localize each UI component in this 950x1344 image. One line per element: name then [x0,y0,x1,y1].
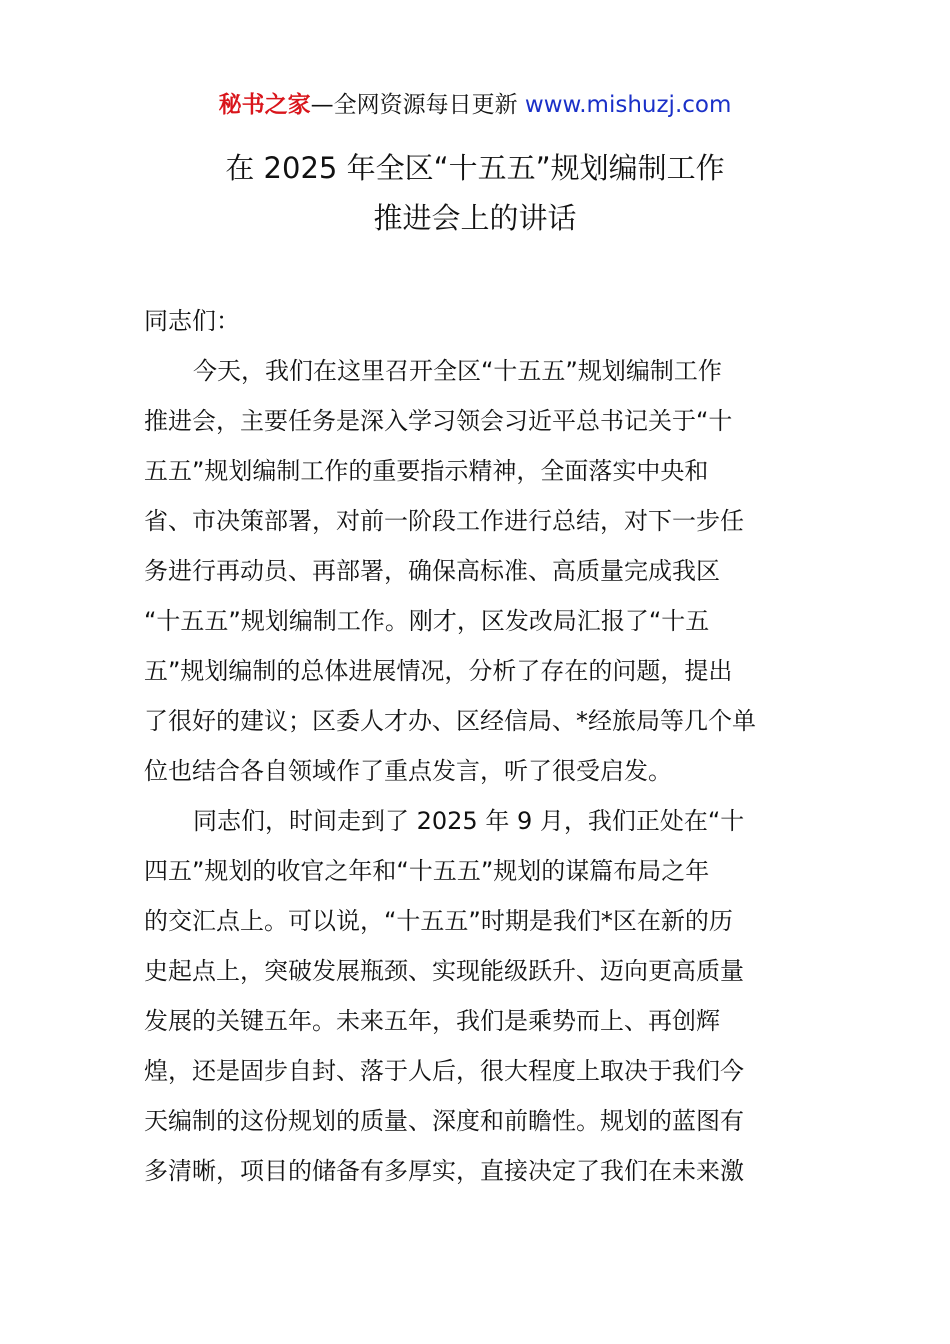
paragraph-line: 煌，还是固步自封、落于人后，很大程度上取决于我们今 [144,1057,744,1085]
paragraph-line: 今天，我们在这里召开全区“十五五”规划编制工作 [193,357,722,385]
paragraph-line: 发展的关键五年。未来五年，我们是乘势而上、再创辉 [144,1007,720,1035]
document-title-line-2: 推进会上的讲话 [373,201,577,235]
paragraph-line: 天编制的这份规划的质量、深度和前瞻性。规划的蓝图有 [144,1107,744,1135]
paragraph-line: 的交汇点上。可以说，“十五五”时期是我们*区在新的历 [144,907,733,935]
site-url-link[interactable]: www.mishuzj.com [524,92,732,118]
speech-body [144,296,806,1196]
paragraph-line: “十五五”规划编制工作。刚才，区发改局汇报了“十五 [144,607,710,635]
paragraph-line: 位也结合各自领域作了重点发言，听了很受启发。 [144,757,672,785]
brand-name: 秘书之家 [218,92,311,118]
paragraph-line: 同志们，时间走到了 2025 年 9 月，我们正处在“十 [193,807,745,835]
paragraph-line: 史起点上，突破发展瓶颈、实现能级跃升、迈向更高质量 [144,957,744,985]
paragraph-line: 四五”规划的收官之年和“十五五”规划的谋篇布局之年 [144,857,710,885]
document-title-line-1: 在 2025 年全区“十五五”规划编制工作 [225,151,725,185]
paragraph-line: 了很好的建议；区委人才办、区经信局、*经旅局等几个单 [144,707,756,735]
banner-slogan: —全网资源每日更新 [310,92,525,118]
paragraph-line: 五”规划编制的总体进展情况，分析了存在的问题，提出 [144,657,733,685]
salutation: 同志们： [144,307,240,335]
paragraph-line: 务进行再动员、再部署，确保高标准、高质量完成我区 [144,557,720,585]
paragraph-line: 多清晰，项目的储备有多厚实，直接决定了我们在未来激 [144,1157,744,1185]
paragraph-line: 推进会，主要任务是深入学习领会习近平总书记关于“十 [144,407,733,435]
site-banner [0,88,950,122]
paragraph-line: 省、市决策部署，对前一阶段工作进行总结，对下一步任 [144,507,744,535]
paragraph-line: 五五”规划编制工作的重要指示精神，全面落实中央和 [144,457,709,485]
